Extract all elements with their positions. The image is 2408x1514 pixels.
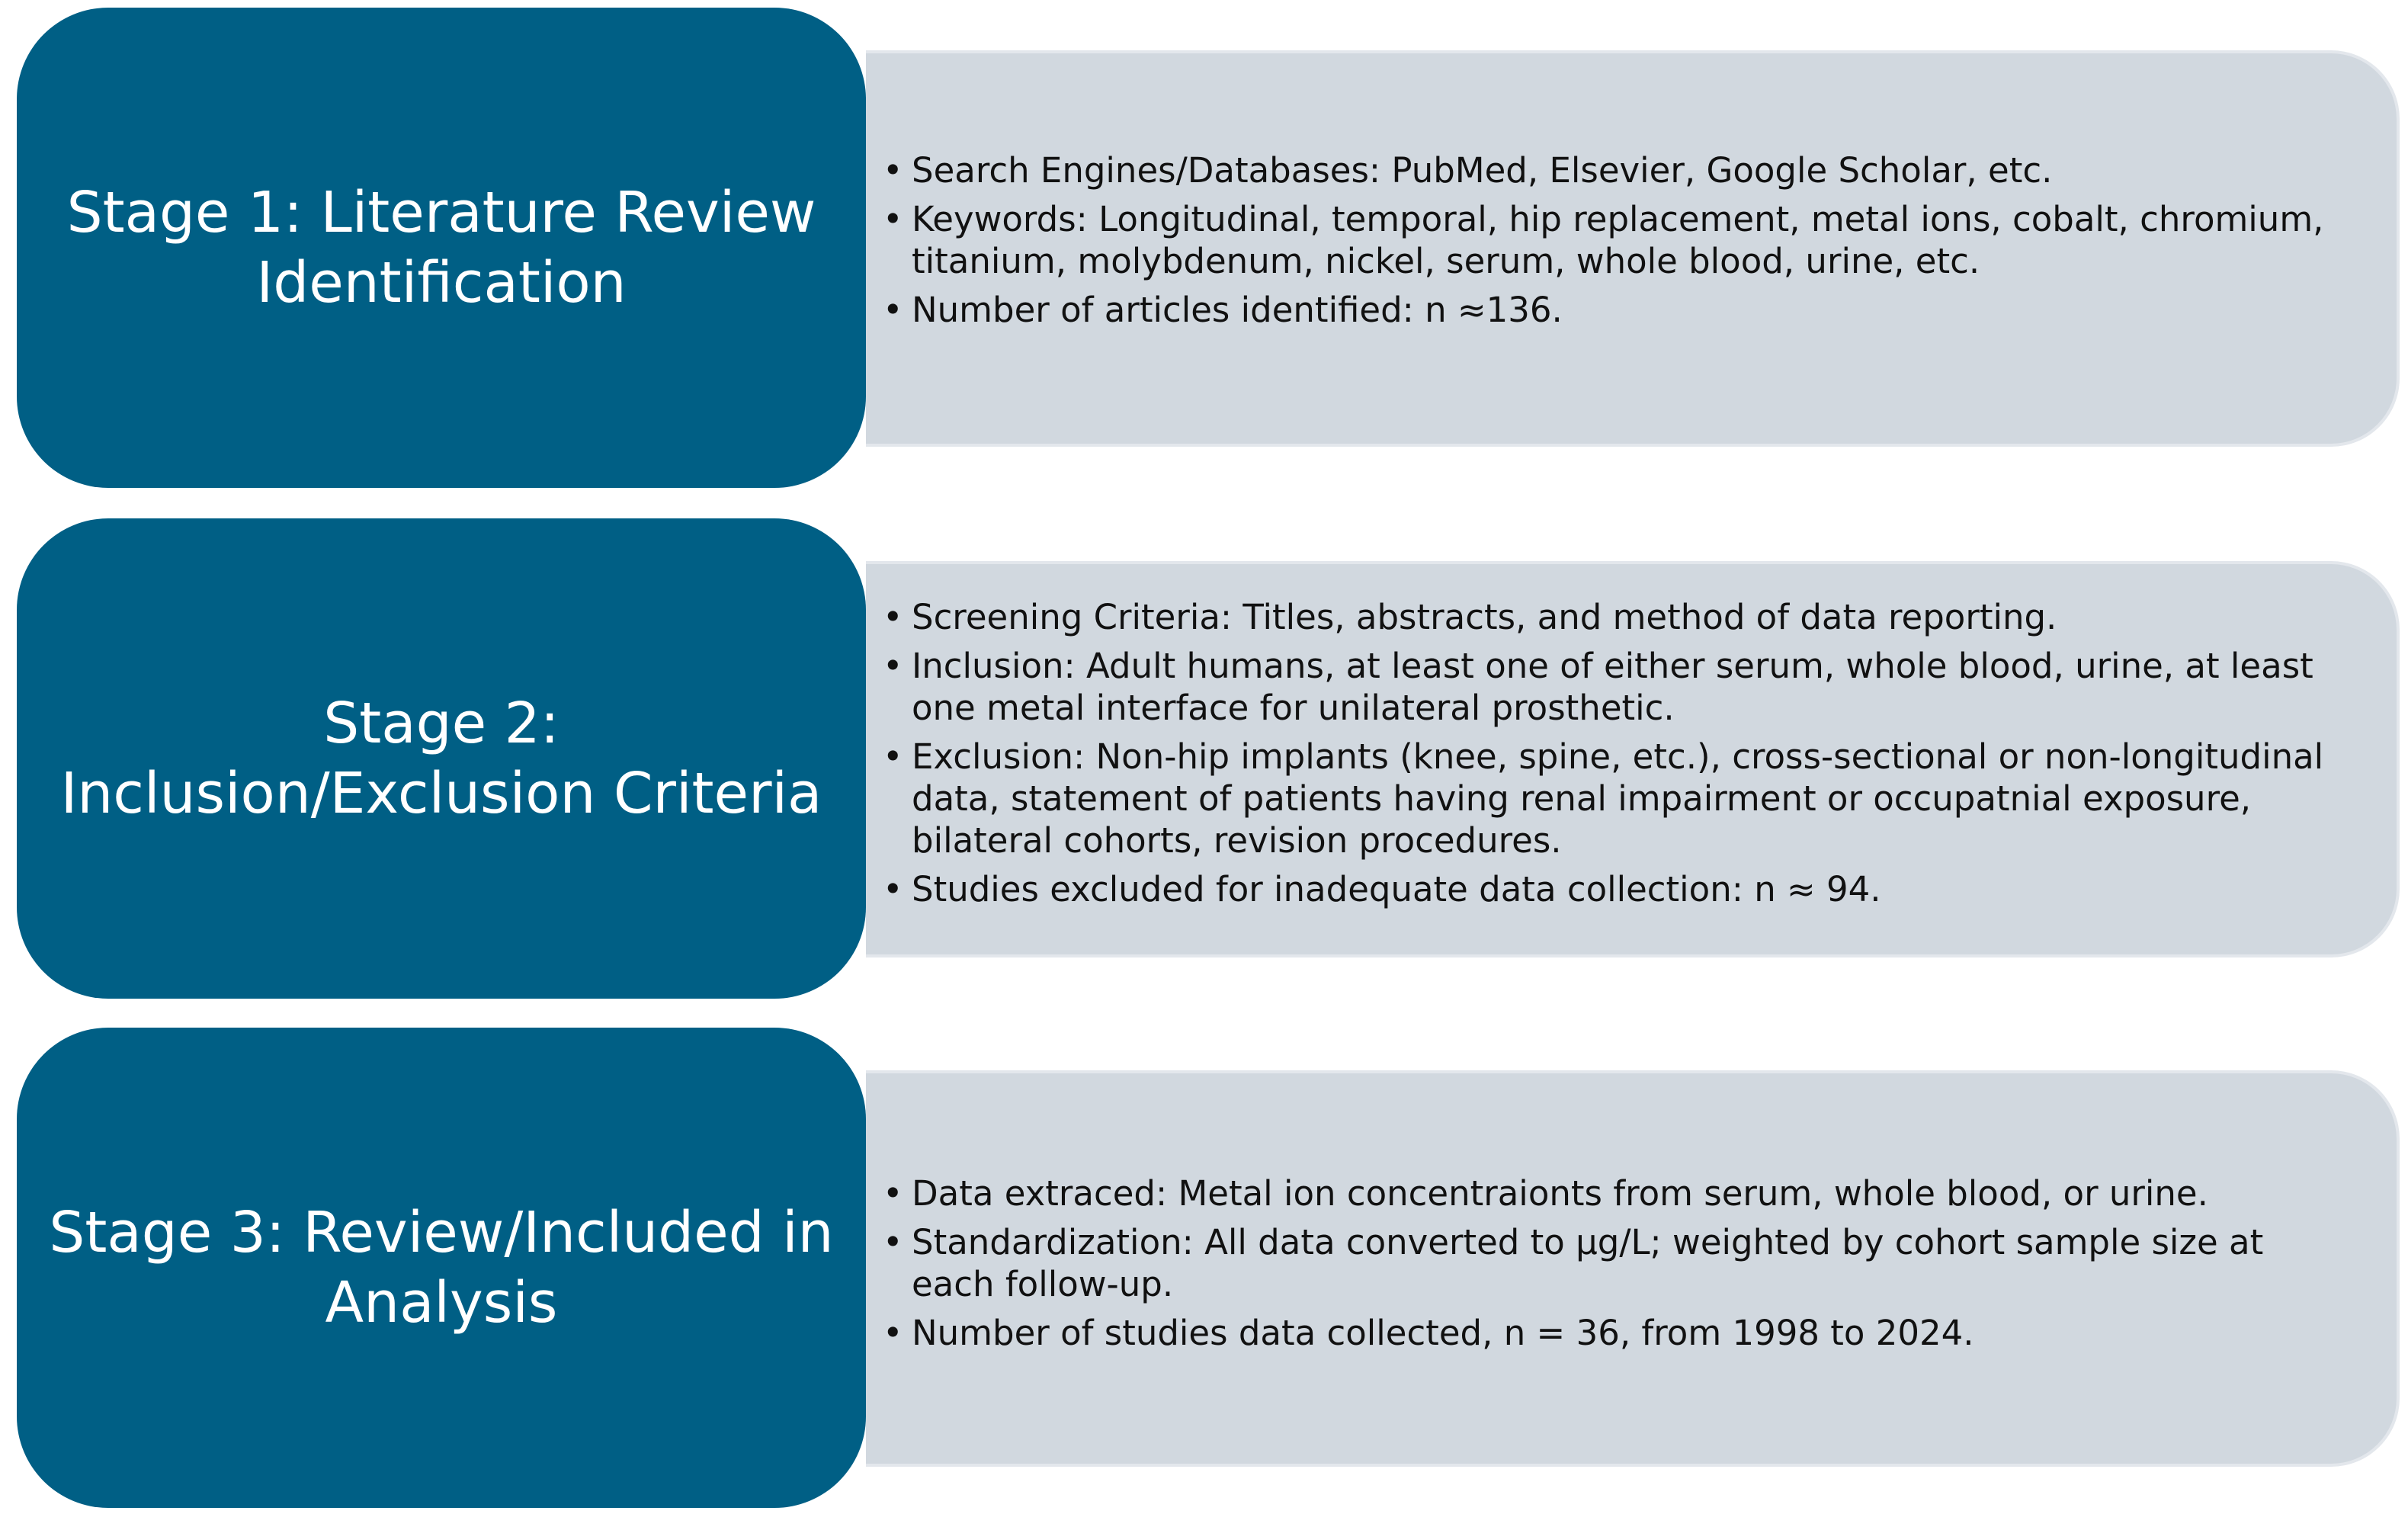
stage-2-box [17,518,866,999]
stage-3-title [49,1198,833,1338]
list-item: • Standardization: All data converted to µg/L; weighted by cohort sample size at each follow-up. [883,1222,2264,1304]
stage-3-row [0,1028,2408,1508]
bullet-glyph: • [883,597,903,637]
stage-2-title-line-1: Stage 2: [323,691,560,756]
stage-3-title-line-1: Stage 3: Review/Included in [49,1200,834,1265]
bullet-glyph: • [883,290,903,330]
stage-2-details [866,561,2400,957]
bullet-glyph: • [883,736,903,777]
stage-1-row [0,8,2408,488]
bullet-glyph: • [883,1222,903,1262]
stage-1-details [866,50,2400,447]
bullet-glyph: • [883,1313,903,1353]
list-item: • Exclusion: Non-hip implants (knee, spine, etc.), cross-sectional or non-longitudinal data, statement of patients having renal impairment or occupatnial exposure, bilateral cohorts, revision procedures. [883,736,2324,861]
bullet-glyph: • [883,869,903,909]
stage-3-box [17,1028,866,1508]
stage-3-title-line-2: Analysis [325,1270,558,1336]
stage-1-title-line-1: Stage 1: Literature Review [66,180,816,245]
stage-2-bullet-list [883,596,2343,917]
stage-2-title-line-2: Inclusion/Exclusion Criteria [60,761,822,826]
stage-2-row [0,518,2408,999]
list-item: • Data extraced: Metal ion concentraionts from serum, whole blood, or urine. [883,1173,2208,1214]
bullet-glyph: • [883,1173,903,1214]
stage-3-details [866,1070,2400,1467]
list-item: • Keywords: Longitudinal, temporal, hip replacement, metal ions, cobalt, chromium, titanium, molybdenum, nickel, serum, whole blood, urine, etc. [883,199,2324,281]
list-item: • Number of articles identified: n ≈136. [883,290,1563,330]
list-item: • Number of studies data collected, n = 36, from 1998 to 2024. [883,1313,1974,1353]
stage-1-title-line-2: Identification [256,250,627,316]
stage-1-bullet-list [883,149,2343,338]
bullet-glyph: • [883,199,903,239]
bullet-glyph: • [883,646,903,686]
stage-1-box [17,8,866,488]
bullet-glyph: • [883,150,903,191]
stage-1-title [67,178,816,318]
stage-3-bullet-list [883,1172,2343,1361]
list-item: • Screening Criteria: Titles, abstracts, and method of data reporting. [883,597,2057,637]
list-item: • Studies excluded for inadequate data collection: n ≈ 94. [883,869,1881,909]
list-item: • Inclusion: Adult humans, at least one of either serum, whole blood, urine, at least one metal interface for unilateral prosthetic. [883,646,2313,728]
list-item: • Search Engines/Databases: PubMed, Elsevier, Google Scholar, etc. [883,150,2053,191]
stage-2-title [61,688,822,829]
